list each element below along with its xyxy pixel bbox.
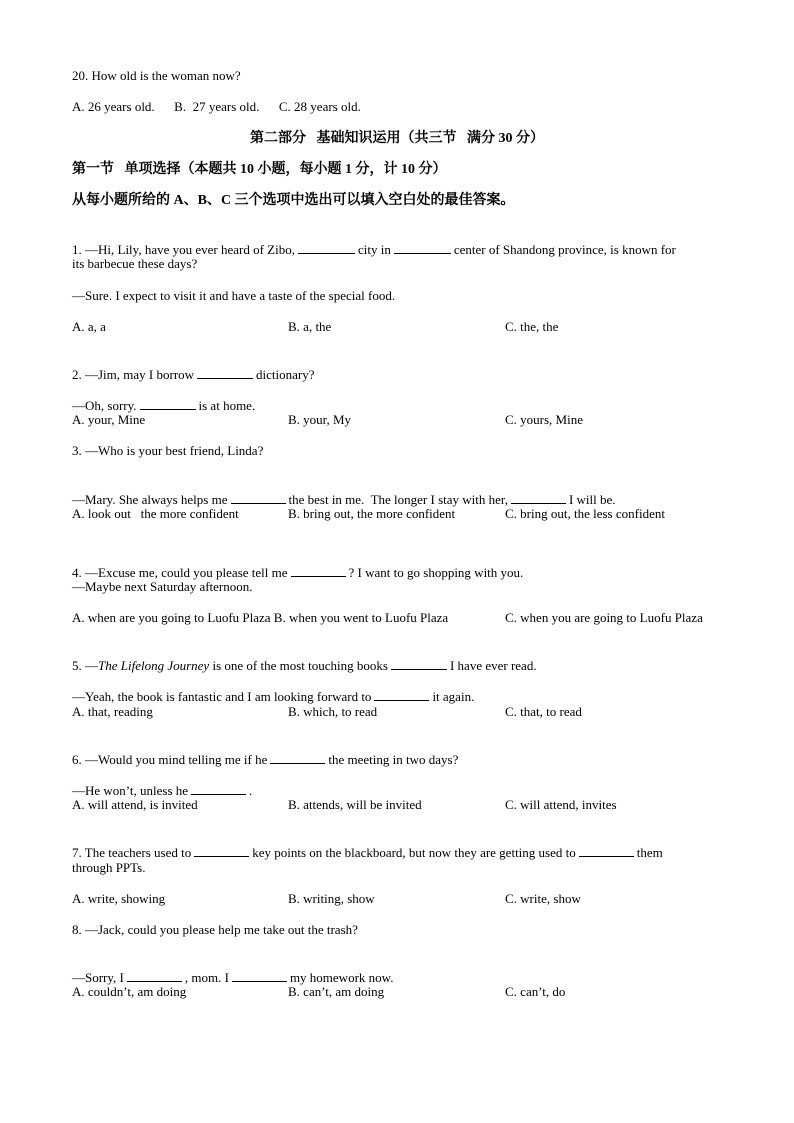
question-2-line-2 bbox=[72, 381, 255, 414]
question-text: 4. —Excuse me, could you please tell me bbox=[72, 565, 288, 580]
question-7-line-2: through PPTs. bbox=[72, 860, 146, 875]
question-text: city in bbox=[357, 242, 391, 257]
section-title: 第一节 单项选择（本题共 10 小题，每小题 1 分，计 10 分） bbox=[72, 162, 447, 177]
q8-option-b: B. can’t, am doing bbox=[288, 984, 385, 999]
question-text: 7. The teachers used to bbox=[72, 845, 192, 860]
question-5-line-1 bbox=[72, 641, 537, 674]
answer-blank bbox=[511, 491, 566, 504]
question-6-line-1 bbox=[72, 735, 458, 768]
q1-option-c: C. the, the bbox=[505, 319, 559, 334]
question-7-line-1 bbox=[72, 828, 663, 861]
answer-blank bbox=[197, 366, 253, 379]
q5-option-c: C. that, to read bbox=[505, 704, 582, 719]
question-text: ? I want to go shopping with you. bbox=[348, 565, 524, 580]
q6-option-b: B. attends, will be invited bbox=[288, 797, 422, 812]
question-text: 1. —Hi, Lily, have you ever heard of Zibo, bbox=[72, 242, 295, 257]
question-text: 2. —Jim, may I borrow bbox=[72, 367, 195, 382]
answer-blank bbox=[374, 688, 429, 701]
part-title: 第二部分 基础知识运用（共三节 满分 30 分） bbox=[250, 131, 544, 146]
question-8-line-2 bbox=[72, 953, 393, 986]
question-8-line-1: 8. —Jack, could you please help me take out the trash? bbox=[72, 922, 358, 937]
q7-option-a: A. write, showing bbox=[72, 891, 166, 906]
question-text: —Sorry, I bbox=[72, 970, 124, 985]
q2-option-c: C. yours, Mine bbox=[505, 412, 583, 427]
question-4-line-1 bbox=[72, 548, 523, 581]
q6-option-c: C. will attend, invites bbox=[505, 797, 617, 812]
answer-blank bbox=[194, 844, 249, 857]
question-text: is at home. bbox=[198, 398, 256, 413]
question-text: 5. — bbox=[72, 658, 98, 673]
q3-option-a: A. look out the more confident bbox=[72, 506, 239, 521]
answer-blank bbox=[127, 969, 182, 982]
answer-blank bbox=[394, 241, 451, 254]
question-text: the meeting in two days? bbox=[328, 752, 459, 767]
q1-option-a: A. a, a bbox=[72, 319, 106, 334]
question-text: the best in me. The longer I stay with her, bbox=[288, 492, 508, 507]
question-text: is one of the most touching books bbox=[209, 658, 388, 673]
question-text: them bbox=[636, 845, 663, 860]
question-4-line-2: —Maybe next Saturday afternoon. bbox=[72, 579, 253, 594]
q4-option-ab: A. when are you going to Luofu Plaza B. when you went to Luofu Plaza bbox=[72, 610, 449, 625]
answer-blank bbox=[232, 969, 287, 982]
q3-option-c: C. bring out, the less confident bbox=[505, 506, 665, 521]
q1-option-b: B. a, the bbox=[288, 319, 332, 334]
q2-option-a: A. your, Mine bbox=[72, 412, 146, 427]
answer-blank bbox=[291, 564, 346, 577]
q8-option-a: A. couldn’t, am doing bbox=[72, 984, 187, 999]
question-text: —Mary. She always helps me bbox=[72, 492, 228, 507]
q6-option-a: A. will attend, is invited bbox=[72, 797, 198, 812]
question-text: my homework now. bbox=[289, 970, 394, 985]
question-text: . bbox=[249, 783, 253, 798]
question-text: I will be. bbox=[568, 492, 616, 507]
book-title: The Lifelong Journey bbox=[98, 658, 210, 673]
question-text: I have ever read. bbox=[449, 658, 537, 673]
q7-option-b: B. writing, show bbox=[288, 891, 375, 906]
question-3-line-2 bbox=[72, 475, 616, 508]
answer-blank bbox=[298, 241, 355, 254]
question-6-line-2 bbox=[72, 766, 252, 799]
q7-option-c: C. write, show bbox=[505, 891, 581, 906]
q4-option-c: C. when you are going to Luofu Plaza bbox=[505, 610, 703, 625]
question-text: key points on the blackboard, but now they are getting used to bbox=[252, 845, 576, 860]
answer-blank bbox=[140, 397, 196, 410]
question-20-stem: 20. How old is the woman now? bbox=[72, 68, 241, 83]
question-20-options: A. 26 years old. B. 27 years old. C. 28 years old. bbox=[72, 99, 361, 114]
q2-option-b: B. your, My bbox=[288, 412, 352, 427]
question-text: dictionary? bbox=[256, 367, 315, 382]
answer-blank bbox=[391, 657, 447, 670]
question-text: center of Shandong province, is known for bbox=[453, 242, 676, 257]
question-1-line-1 bbox=[72, 225, 676, 258]
question-text: it again. bbox=[432, 689, 475, 704]
q3-option-b: B. bring out, the more confident bbox=[288, 506, 456, 521]
answer-blank bbox=[231, 491, 286, 504]
answer-blank bbox=[579, 844, 634, 857]
question-text: —Oh, sorry. bbox=[72, 398, 137, 413]
question-text: 6. —Would you mind telling me if he bbox=[72, 752, 268, 767]
question-text: , mom. I bbox=[184, 970, 229, 985]
q5-option-b: B. which, to read bbox=[288, 704, 378, 719]
question-1-line-3: —Sure. I expect to visit it and have a taste of the special food. bbox=[72, 288, 396, 303]
question-text: —He won’t, unless he bbox=[72, 783, 189, 798]
instruction: 从每小题所给的 A、B、C 三个选项中选出可以填入空白处的最佳答案。 bbox=[72, 193, 515, 208]
q8-option-c: C. can’t, do bbox=[505, 984, 566, 999]
answer-blank bbox=[191, 782, 246, 795]
q5-option-a: A. that, reading bbox=[72, 704, 153, 719]
question-2-line-1 bbox=[72, 350, 315, 383]
question-3-line-1: 3. —Who is your best friend, Linda? bbox=[72, 443, 264, 458]
question-1-line-2: its barbecue these days? bbox=[72, 256, 198, 271]
question-text: —Yeah, the book is fantastic and I am looking forward to bbox=[72, 689, 372, 704]
answer-blank bbox=[270, 751, 325, 764]
question-5-line-2 bbox=[72, 672, 474, 705]
